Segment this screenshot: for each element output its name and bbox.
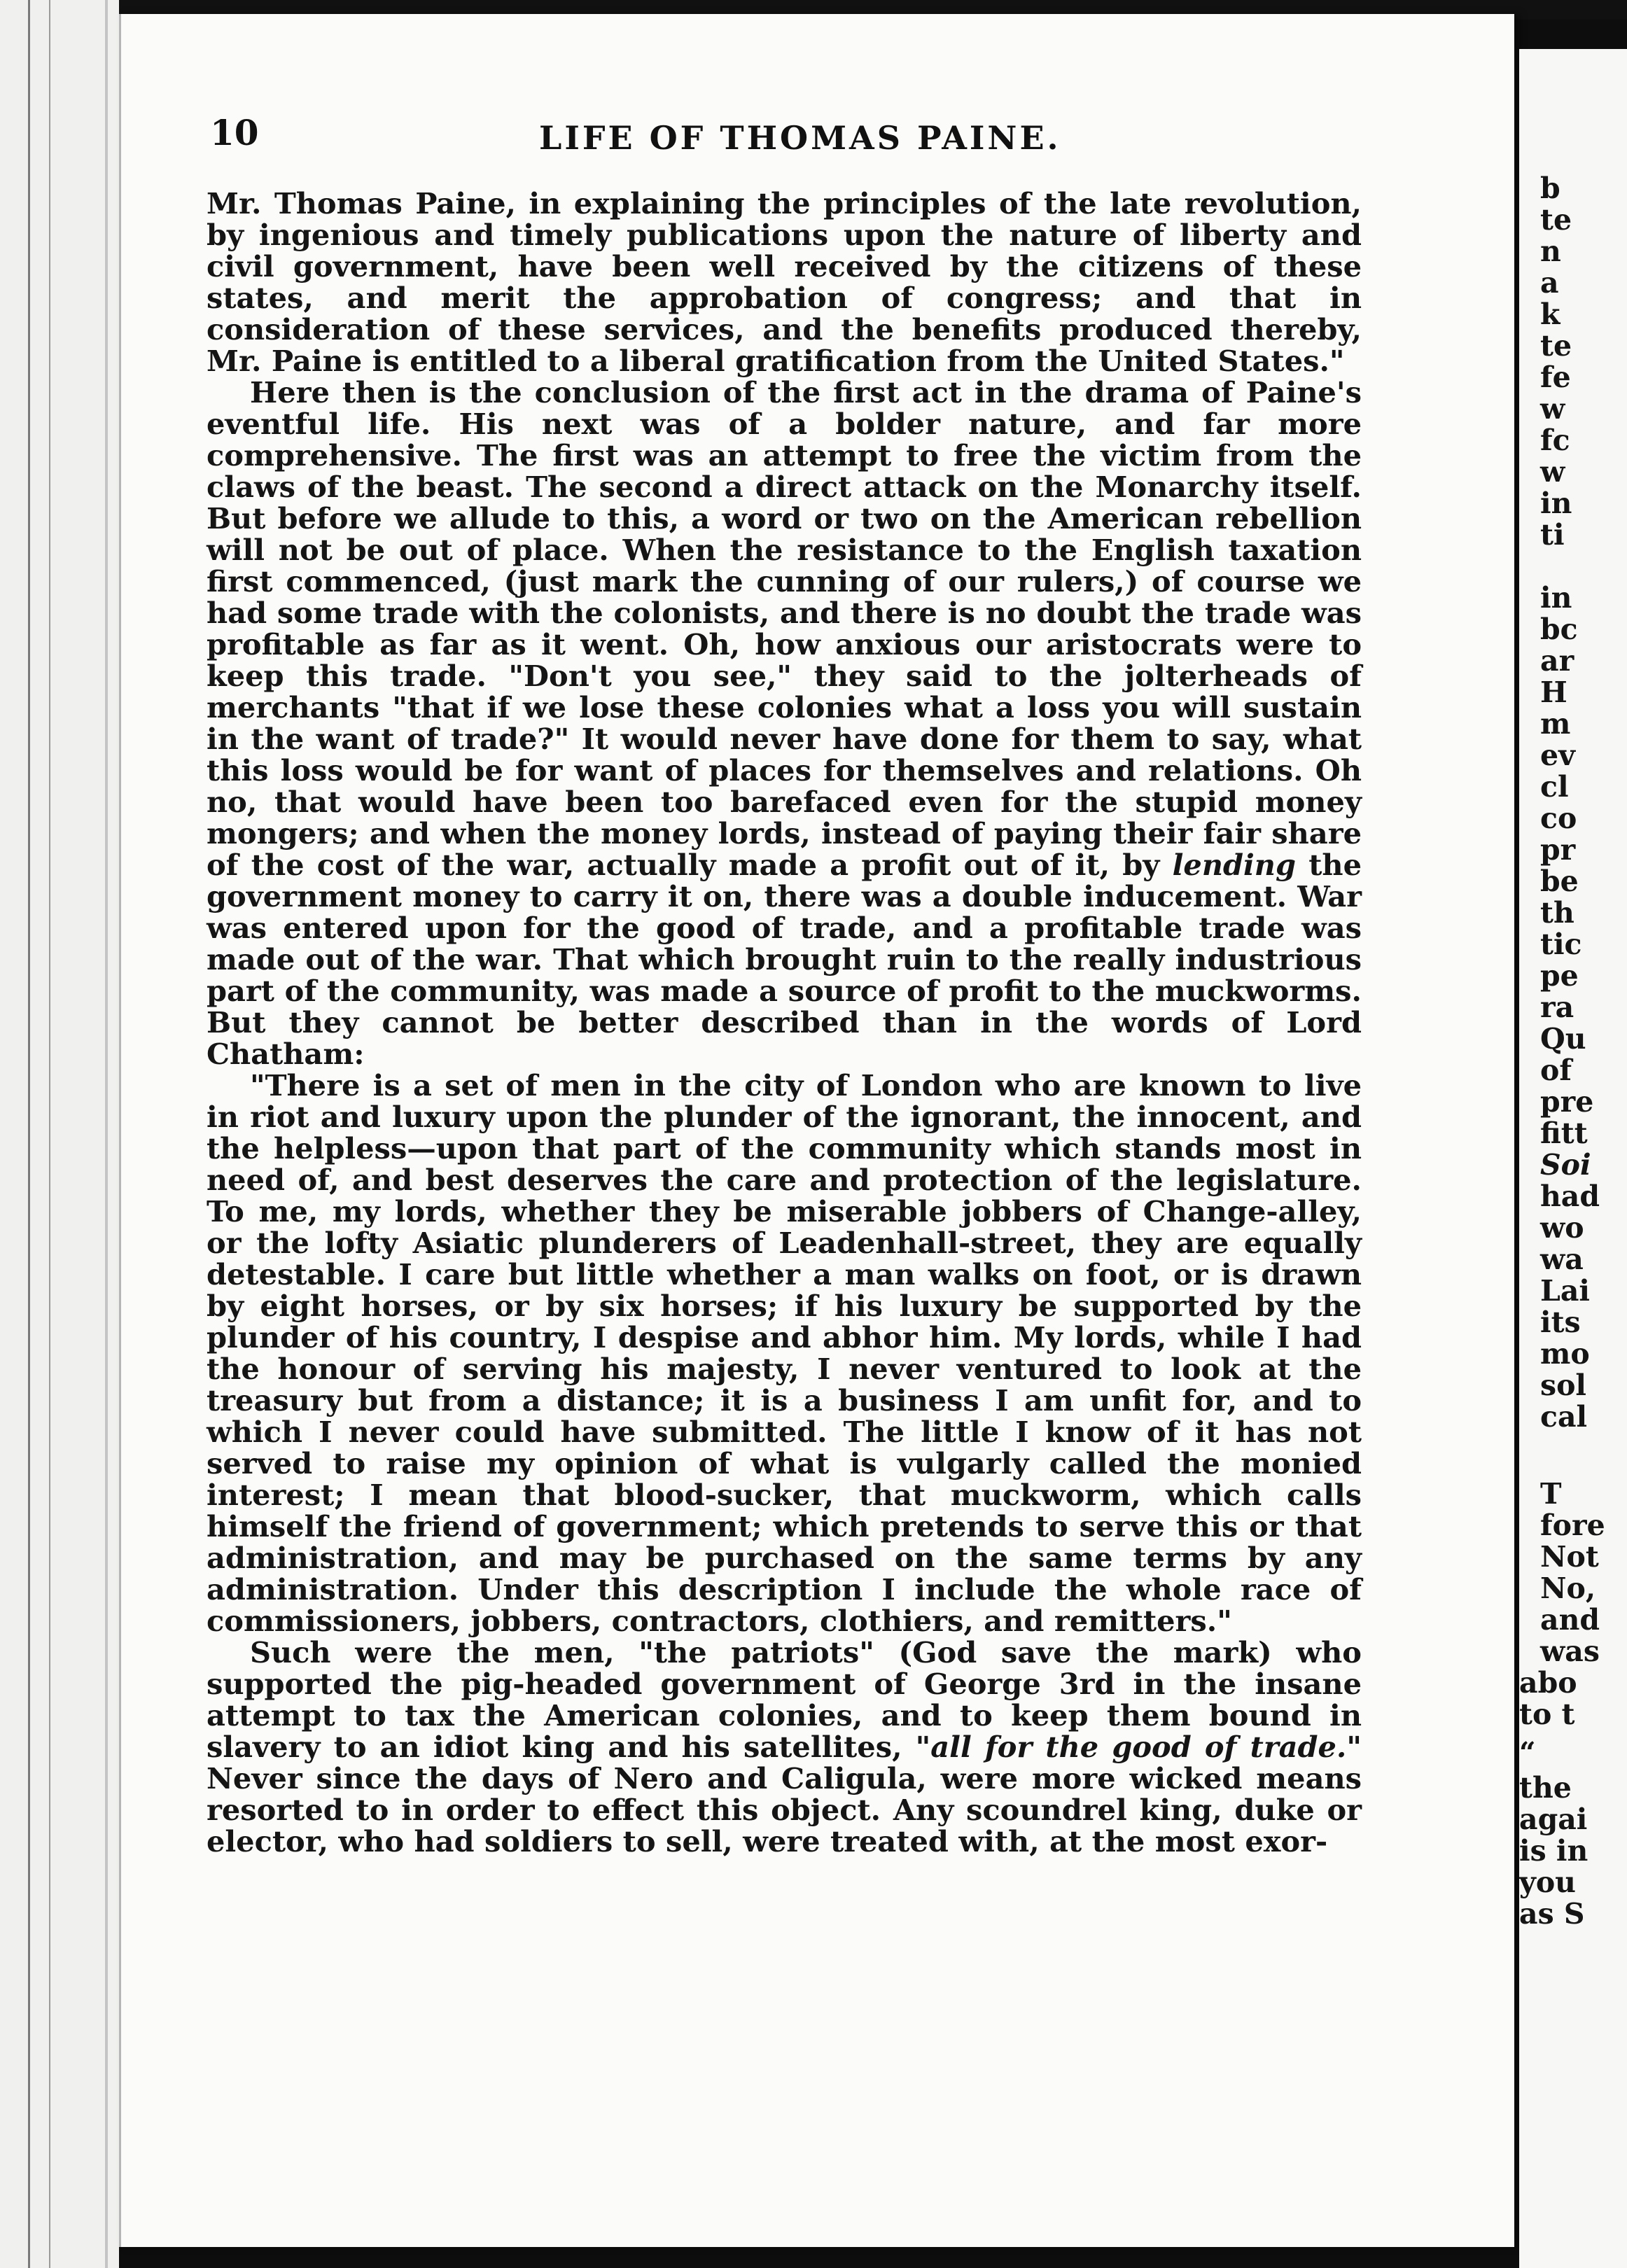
facing-page-fragment: k: [1540, 298, 1560, 331]
facing-page-fragment: fore: [1540, 1508, 1605, 1542]
facing-page-fragment: a: [1540, 266, 1559, 300]
quotation-paragraph: "There is a set of men in the city of London who are known to live in riot and luxury upon the plunder of the ignorant, the innocent, and the helpless—upon that part of the community which stands most in need of, and best deserves the care and protection of the legislature. To me, my lords, whether they be miserable jobbers of Change-alley, or the lofty Asiatic plunderers of Leadenhall-street, they are equally detestable. I care but little whether a man walks on foot, or is drawn by eight horses, or by six horses; if his luxury be supported by the plunder of his country, I despise and abhor him. My lords, while I had the honour of serving his majesty, I never ventured to look at the treasury but from a distance; it is a business I am unfit for, and to which I never could have submitted. The little I know of it has not served to raise my opinion of what is vulgarly called the monied interest; I mean that blood-sucker, that muckworm, which calls himself the friend of government; which pretends to serve this or that administration, and may be purchased on the same terms by any administration. Under this description I include the whole race of commissioners, jobbers, contractors, clothiers, and remitters.": [207, 1068, 1362, 1638]
facing-page-fragment: ti: [1540, 518, 1565, 552]
facing-page-fragment: fc: [1540, 424, 1570, 457]
text-run: Such were the men, "the patriots" (God save the mark) who supported the pig-headed government of George 3rd in the insane attempt to tax the American colonies, and to keep them bound in slavery to an idiot king and his satellites, ": [207, 1635, 1362, 1764]
facing-page: [1519, 49, 1627, 2268]
facing-page-fragment: in: [1540, 581, 1572, 615]
facing-page-fragment: cal: [1540, 1400, 1588, 1434]
facing-page-fragment: n: [1540, 234, 1561, 268]
scan-edge-line: [105, 0, 108, 2268]
facing-page-fragment: bc: [1540, 612, 1578, 646]
facing-page-fragment: mo: [1540, 1337, 1590, 1371]
running-title: LIFE OF THOMAS PAINE.: [539, 119, 1061, 157]
paragraph: [207, 377, 1362, 1070]
facing-page-fragment: agai: [1519, 1802, 1588, 1836]
scan-left-margin: [0, 0, 119, 2268]
italic-text: lending: [1172, 848, 1296, 882]
facing-page-fragment: tic: [1540, 927, 1582, 961]
scan-edge-line: [49, 0, 50, 2268]
facing-page-fragment: pre: [1540, 1085, 1594, 1119]
scan-edge-line: [28, 0, 30, 2268]
facing-page-fragment: as S: [1519, 1897, 1585, 1931]
facing-page-fragment: Qu: [1540, 1022, 1586, 1056]
facing-page-fragment: No,: [1540, 1572, 1596, 1605]
facing-page-fragment: abo: [1519, 1666, 1577, 1700]
facing-page-fragment: ar: [1540, 644, 1574, 678]
paragraph: Mr. Thomas Paine, in explaining the principles of the late revolution, by ingenious and timely publications upon the nature of liberty and civil government, have been well received by the citizens of these states, and merit the approbation of congress; and that in consideration of these services, and the benefits produced thereby, Mr. Paine is entitled to a liberal gratification from the United States.": [207, 186, 1362, 378]
facing-page-fragment: its: [1540, 1306, 1581, 1339]
facing-page-fragment: m: [1540, 707, 1571, 741]
facing-page-fragment: in: [1540, 486, 1572, 520]
facing-page-fragment: Soi: [1540, 1148, 1591, 1182]
text-run: the government money to carry it on, there was a double inducement. War was entered upon for the good of trade, and a profitable trade was made out of the war. That which brought ruin to the really industrious part of the community, was made a source of profit to the muckworms. But they cannot be better described than in the words of Lord Chatham:: [207, 848, 1362, 1071]
facing-page-fragment: you: [1519, 1865, 1576, 1899]
facing-page-fragment: be: [1540, 864, 1579, 898]
facing-page-fragment: wo: [1540, 1211, 1584, 1245]
facing-page-fragment: and: [1540, 1603, 1600, 1637]
facing-page-fragment: pe: [1540, 959, 1579, 993]
facing-page-fragment: b: [1540, 172, 1560, 205]
facing-page-fragment: th: [1540, 896, 1574, 930]
text-run: " Never since the days of Nero and Caligula, were more wicked means resorted to in order to effect this object. Any scoundrel king, duke or elector, who had soldiers to sell, were treated with, at the most exor-: [207, 1730, 1362, 1858]
facing-page-fragment: te: [1540, 203, 1572, 237]
text-run: Here then is the conclusion of the first act in the drama of Paine's eventful life. His next was of a bolder nature, and far more comprehensive. The first was an attempt to free the victim from the claws of the beast. The second a direct attack on the Monarchy itself. But before we allude to this, a word or two on the American rebellion will not be out of place. When the resistance to the English taxation first commenced, (just mark the cunning of our rulers,) of course we had some trade with the colonists, and there is no doubt the trade was profitable as far as it went. Oh, how anxious our aristocrats were to keep this trade. "Don't you see," they said to the jolterheads of merchants "that if we lose these colonies what a loss you will sustain in the want of trade?" It would never have done for them to say, what this loss would be for want of places for themselves and relations. Oh no, that would have been too barefaced even for the stupid money mongers; and when the money lords, instead of paying their fair share of the cost of the war, actually made a profit out of it, by: [207, 375, 1362, 882]
facing-page-fragment: H: [1540, 676, 1567, 709]
facing-page-fragment: cl: [1540, 770, 1569, 804]
facing-page-fragment: had: [1540, 1180, 1600, 1213]
facing-page-fragment: to t: [1519, 1698, 1575, 1731]
facing-page-fragment: was: [1540, 1634, 1600, 1668]
facing-page-fragment: the: [1519, 1771, 1572, 1805]
facing-page-fragment: Not: [1540, 1540, 1599, 1574]
page-body: [207, 188, 1362, 1857]
facing-page-fragment: w: [1540, 392, 1565, 426]
facing-page-fragment: “: [1519, 1736, 1536, 1770]
facing-page-fragment: Lai: [1540, 1274, 1590, 1308]
facing-page-fragment: te: [1540, 329, 1572, 363]
facing-page-fragment: fe: [1540, 360, 1571, 394]
facing-page-fragment: co: [1540, 802, 1577, 835]
italic-text: all for the good of trade.: [930, 1730, 1347, 1764]
facing-page-fragment: ev: [1540, 738, 1575, 772]
facing-page-fragment: ra: [1540, 990, 1574, 1024]
paragraph: [207, 1637, 1362, 1857]
facing-page-fragment: pr: [1540, 833, 1576, 867]
facing-page-fragment: is in: [1519, 1834, 1588, 1868]
facing-page-fragment: T: [1540, 1477, 1562, 1511]
facing-page-fragment: sol: [1540, 1368, 1587, 1402]
facing-page-fragment: fitt: [1540, 1116, 1588, 1150]
facing-page-fragment: w: [1540, 455, 1565, 489]
facing-page-fragment: of: [1540, 1054, 1572, 1087]
facing-page-fragment: wa: [1540, 1242, 1584, 1276]
page-number: 10: [210, 112, 259, 153]
